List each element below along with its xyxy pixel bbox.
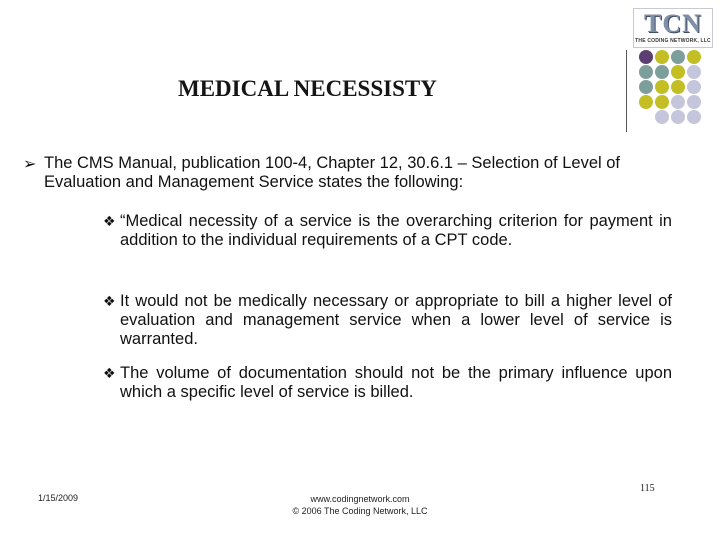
decorative-dot <box>639 50 653 64</box>
bullet-text: It would not be medically necessary or appropriate to bill a higher level of evaluation and management service when a lower level of service is warranted. <box>120 292 672 348</box>
decorative-dot <box>687 80 701 94</box>
footer-credits <box>230 493 490 517</box>
bullet-text: The volume of documentation should not be the primary influence upon which a specific level of service is billed. <box>120 364 672 401</box>
slide-title: MEDICAL NECESSISTY <box>178 76 437 101</box>
bullet-text: “Medical necessity of a service is the overarching criterion for payment in addition to the individual requirements of a CPT code. <box>120 212 672 249</box>
intro-text: The CMS Manual, publication 100-4, Chapter 12, 30.6.1 – Selection of Level of Evaluation and Management Service states the following: <box>44 154 621 191</box>
company-logo <box>633 8 713 48</box>
decorative-dot <box>639 65 653 79</box>
diamond-bullet-icon: ❖ <box>103 294 116 310</box>
footer-date: 1/15/2009 <box>38 493 79 503</box>
decorative-dot <box>671 95 685 109</box>
decorative-dot <box>655 65 669 79</box>
page-number: 115 <box>640 483 655 494</box>
decorative-dot <box>687 110 701 124</box>
decorative-dot <box>687 95 701 109</box>
diamond-bullet-icon: ❖ <box>103 366 116 382</box>
divider-line <box>626 50 627 132</box>
decorative-dot <box>655 110 669 124</box>
decorative-dot-grid <box>639 50 719 124</box>
bullet-item-higher-level <box>103 292 672 349</box>
decorative-dot <box>671 65 685 79</box>
logo-mark: TCN <box>644 9 702 38</box>
footer-copyright: © 2006 The Coding Network, LLC <box>292 506 428 516</box>
decorative-dot <box>671 80 685 94</box>
bullet-item-documentation-volume <box>103 364 672 402</box>
decorative-dot <box>639 110 653 124</box>
decorative-dot <box>655 95 669 109</box>
decorative-dot <box>687 50 701 64</box>
decorative-dot <box>687 65 701 79</box>
logo-subtitle: THE CODING NETWORK, LLC <box>635 38 711 44</box>
footer-url[interactable]: www.codingnetwork.com <box>310 494 410 504</box>
decorative-dot <box>655 50 669 64</box>
decorative-dot <box>639 95 653 109</box>
intro-paragraph <box>23 154 694 192</box>
bullet-item-medical-necessity <box>103 212 672 250</box>
decorative-dot <box>639 80 653 94</box>
decorative-dot <box>671 50 685 64</box>
arrow-bullet-icon: ➢ <box>23 154 37 173</box>
diamond-bullet-icon: ❖ <box>103 214 116 230</box>
decorative-dot <box>655 80 669 94</box>
decorative-dot <box>671 110 685 124</box>
